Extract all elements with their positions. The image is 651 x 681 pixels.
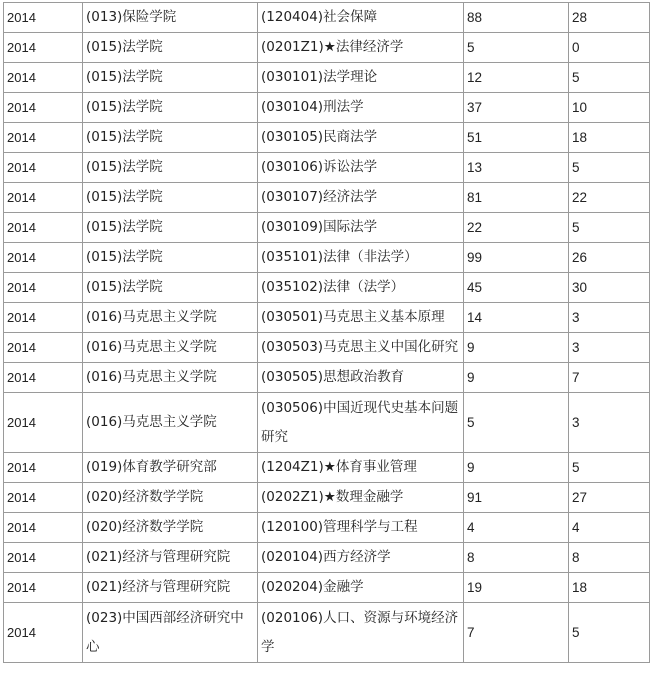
major-cell: (030506)中国近现代史基本问题研究 [258,393,464,453]
count-cell-1: 9 [464,333,569,363]
table-row [4,393,650,453]
count-cell-2: 3 [569,303,650,333]
count-cell-2: 18 [569,123,650,153]
year-cell: 2014 [4,303,83,333]
table-row [4,123,650,153]
year-cell: 2014 [4,573,83,603]
major-cell: (1204Z1)★体育事业管理 [258,453,464,483]
count-cell-2: 4 [569,513,650,543]
count-cell-1: 91 [464,483,569,513]
table-row [4,63,650,93]
year-cell: 2014 [4,543,83,573]
count-cell-2: 3 [569,333,650,363]
table-row [4,93,650,123]
college-cell: (015)法学院 [83,93,258,123]
major-cell: (020204)金融学 [258,573,464,603]
college-cell: (015)法学院 [83,123,258,153]
count-cell-2: 5 [569,213,650,243]
count-cell-2: 7 [569,363,650,393]
count-cell-1: 81 [464,183,569,213]
table-row [4,153,650,183]
count-cell-1: 88 [464,3,569,33]
college-cell: (015)法学院 [83,33,258,63]
table-row [4,363,650,393]
count-cell-2: 18 [569,573,650,603]
major-cell: (030106)诉讼法学 [258,153,464,183]
count-cell-2: 26 [569,243,650,273]
major-cell: (0201Z1)★法律经济学 [258,33,464,63]
count-cell-1: 8 [464,543,569,573]
table-row [4,33,650,63]
year-cell: 2014 [4,453,83,483]
college-cell: (020)经济数学学院 [83,483,258,513]
count-cell-1: 14 [464,303,569,333]
year-cell: 2014 [4,603,83,663]
year-cell: 2014 [4,63,83,93]
college-cell: (019)体育教学研究部 [83,453,258,483]
count-cell-1: 12 [464,63,569,93]
major-cell: (020106)人口、资源与环境经济学 [258,603,464,663]
count-cell-1: 9 [464,453,569,483]
count-cell-1: 51 [464,123,569,153]
table-row [4,243,650,273]
major-cell: (030104)刑法学 [258,93,464,123]
count-cell-2: 10 [569,93,650,123]
major-cell: (120100)管理科学与工程 [258,513,464,543]
count-cell-1: 4 [464,513,569,543]
college-cell: (020)经济数学学院 [83,513,258,543]
count-cell-2: 30 [569,273,650,303]
count-cell-1: 19 [464,573,569,603]
major-cell: (030101)法学理论 [258,63,464,93]
college-cell: (023)中国西部经济研究中心 [83,603,258,663]
year-cell: 2014 [4,333,83,363]
table-row [4,183,650,213]
count-cell-1: 13 [464,153,569,183]
year-cell: 2014 [4,363,83,393]
year-cell: 2014 [4,33,83,63]
college-cell: (015)法学院 [83,183,258,213]
table-row [4,513,650,543]
college-cell: (013)保险学院 [83,3,258,33]
table-row [4,603,650,663]
count-cell-1: 45 [464,273,569,303]
count-cell-2: 8 [569,543,650,573]
college-cell: (015)法学院 [83,153,258,183]
count-cell-2: 0 [569,33,650,63]
count-cell-2: 28 [569,3,650,33]
major-cell: (120404)社会保障 [258,3,464,33]
college-cell: (015)法学院 [83,63,258,93]
year-cell: 2014 [4,393,83,453]
college-cell: (021)经济与管理研究院 [83,543,258,573]
year-cell: 2014 [4,183,83,213]
college-cell: (016)马克思主义学院 [83,333,258,363]
major-cell: (0202Z1)★数理金融学 [258,483,464,513]
year-cell: 2014 [4,93,83,123]
year-cell: 2014 [4,483,83,513]
college-cell: (016)马克思主义学院 [83,303,258,333]
year-cell: 2014 [4,273,83,303]
count-cell-1: 7 [464,603,569,663]
college-cell: (015)法学院 [83,243,258,273]
table-row [4,543,650,573]
count-cell-1: 5 [464,393,569,453]
college-cell: (016)马克思主义学院 [83,363,258,393]
major-cell: (030503)马克思主义中国化研究 [258,333,464,363]
count-cell-2: 5 [569,63,650,93]
major-cell: (035101)法律（非法学） [258,243,464,273]
count-cell-1: 99 [464,243,569,273]
table-row [4,573,650,603]
table-row [4,3,650,33]
table-row [4,213,650,243]
year-cell: 2014 [4,3,83,33]
table-row [4,303,650,333]
count-cell-1: 22 [464,213,569,243]
count-cell-2: 3 [569,393,650,453]
college-cell: (021)经济与管理研究院 [83,573,258,603]
admissions-table [3,2,650,663]
major-cell: (030505)思想政治教育 [258,363,464,393]
count-cell-2: 5 [569,153,650,183]
count-cell-1: 37 [464,93,569,123]
year-cell: 2014 [4,513,83,543]
major-cell: (020104)西方经济学 [258,543,464,573]
count-cell-2: 5 [569,603,650,663]
major-cell: (030107)经济法学 [258,183,464,213]
table-row [4,273,650,303]
major-cell: (030105)民商法学 [258,123,464,153]
year-cell: 2014 [4,153,83,183]
count-cell-1: 5 [464,33,569,63]
count-cell-1: 9 [464,363,569,393]
major-cell: (030501)马克思主义基本原理 [258,303,464,333]
major-cell: (035102)法律（法学） [258,273,464,303]
year-cell: 2014 [4,243,83,273]
table-row [4,453,650,483]
count-cell-2: 27 [569,483,650,513]
table-row [4,483,650,513]
college-cell: (015)法学院 [83,273,258,303]
year-cell: 2014 [4,213,83,243]
major-cell: (030109)国际法学 [258,213,464,243]
year-cell: 2014 [4,123,83,153]
count-cell-2: 22 [569,183,650,213]
table-row [4,333,650,363]
college-cell: (015)法学院 [83,213,258,243]
count-cell-2: 5 [569,453,650,483]
college-cell: (016)马克思主义学院 [83,393,258,453]
